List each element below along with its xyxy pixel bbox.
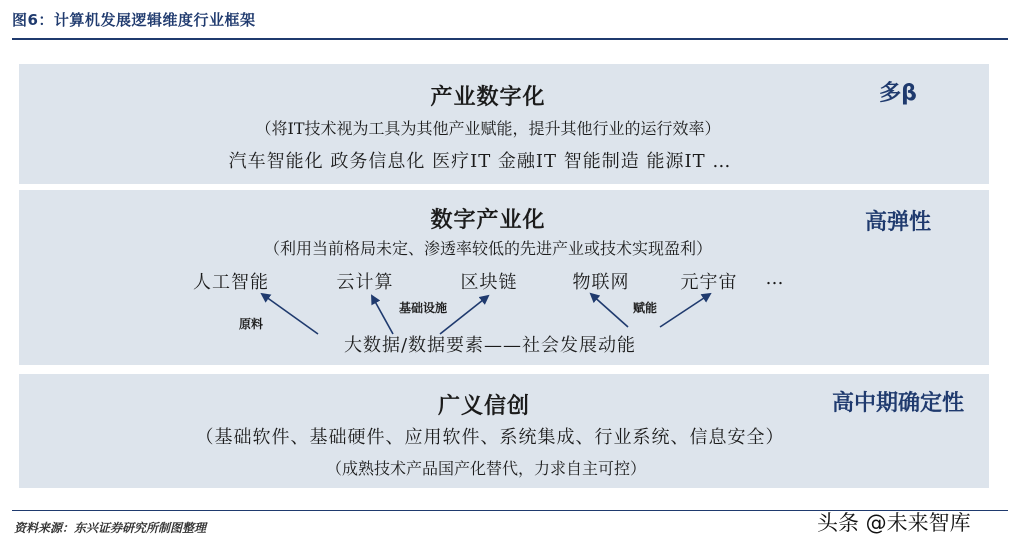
layer2-side-label: 高弹性 [864,210,932,235]
node-metaverse: 元宇宙 [680,272,738,293]
layer3-note: （成熟技术产品国产化替代，力求自主可控） [325,459,647,478]
arrow-to-blockchain [440,296,488,334]
layer1-title: 产业数字化 [430,84,546,110]
layer1-subtitle: （将IT技术视为工具为其他产业赋能，提升其他行业的运行效率） [255,119,721,138]
layer2-tagline: 大数据/数据要素——社会发展动能 [343,335,637,356]
source-note: 资料来源：东兴证券研究所制图整理 [14,521,207,535]
layer3-items: （基础软件、基础硬件、应用软件、系统集成、行业系统、信息安全） [195,427,785,448]
layer3-side-label: 高中期确定性 [831,391,965,416]
edge-label-infrastructure: 基础设施 [398,301,448,315]
layer1-side-label: 多β [879,81,917,106]
layer3-title: 广义信创 [437,393,531,419]
edge-label-raw-material: 原料 [238,317,264,331]
arrow-to-iot [591,294,628,327]
layer2-title: 数字产业化 [430,207,546,233]
node-cloud: 云计算 [336,272,394,293]
arrow-to-cloud [372,296,393,334]
arrow-to-metaverse [660,294,710,327]
node-blockchain: 区块链 [460,272,518,293]
layer1-items: 汽车智能化 政务信息化 医疗IT 金融IT 智能制造 能源IT … [228,151,732,172]
node-ellipsis: … [765,268,785,289]
figure-title: 图6：计算机发展逻辑维度行业框架 [12,11,256,29]
node-iot: 物联网 [572,272,630,293]
edge-label-empower: 赋能 [632,301,658,315]
arrow-to-ai [262,294,318,334]
layer2-subtitle: （利用当前格局未定、渗透率较低的先进产业或技术实现盈利） [263,239,713,258]
node-ai: 人工智能 [193,272,269,293]
watermark: 头条 @未来智库 [817,511,971,535]
